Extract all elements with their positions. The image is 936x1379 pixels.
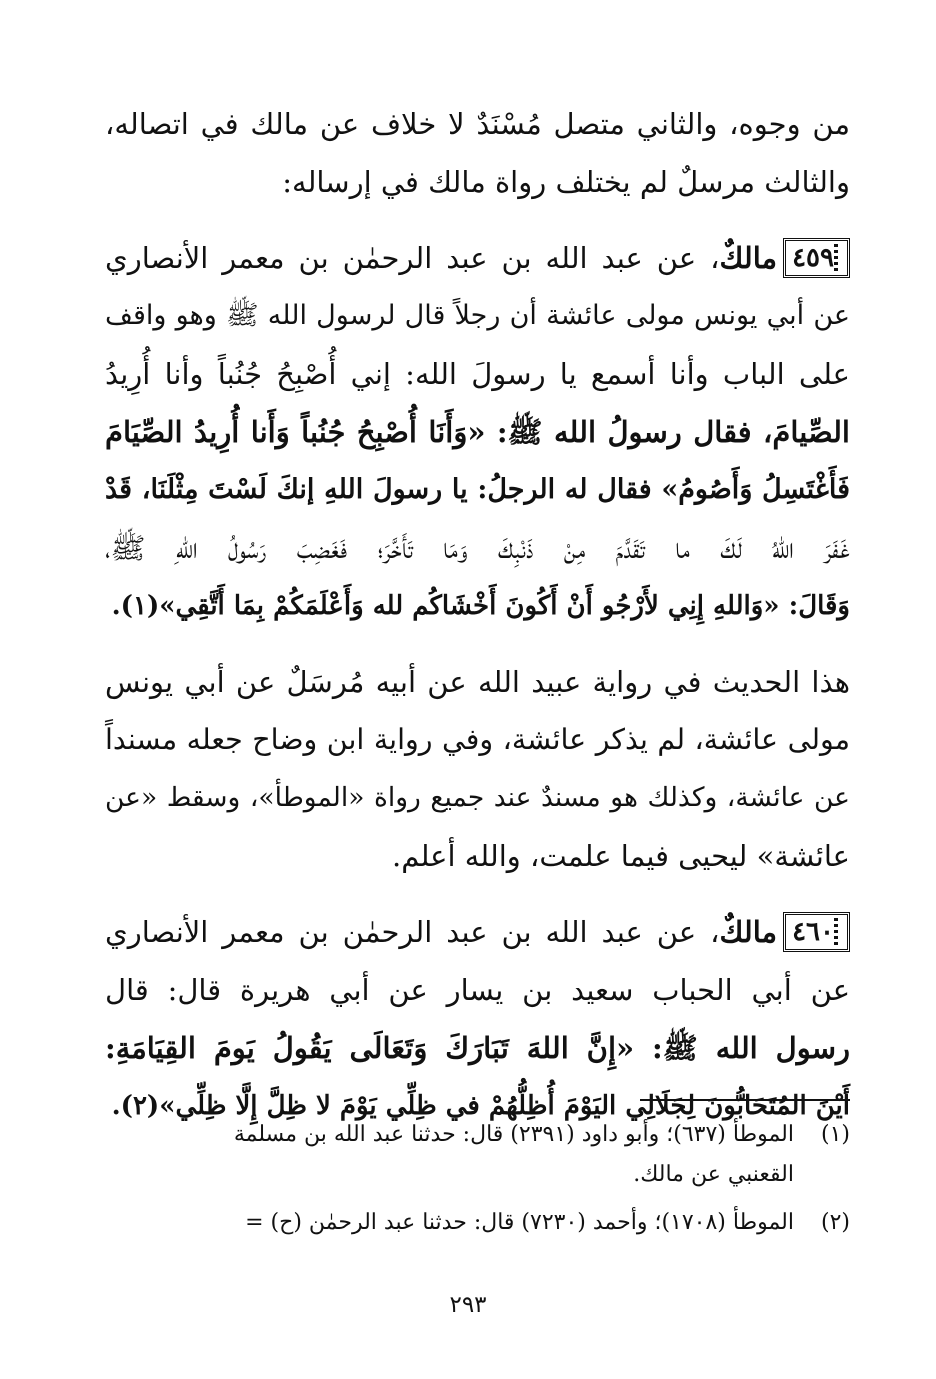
text-line: هذا الحديث في رواية عبيد الله عن أبيه مُرسَلٌ عن أبي يونس [105, 665, 850, 699]
text-line: أَيْنَ المُتَحَابُّونَ لِجَلَالِي اليَوْمَ أُظِلُّهُمْ في ظِلِّي يَوْمَ لا ظِلَّ إِلَّا ظِلِّي»(٢). [111, 1091, 850, 1121]
footnotes [85, 1115, 850, 1251]
text-line [105, 903, 850, 961]
text-line: من وجوه، والثاني متصل مُسْنَدٌ لا خلاف عن مالك في اتصاله، [105, 107, 850, 141]
text-line: والثالث مرسلٌ لم يختلف رواة مالك في إرساله: [282, 165, 850, 199]
text-line: غَفَرَ اللهُ لَكَ ما تَقَدَّمَ مِنْ ذَنْبِكَ وَمَا تَأَخَّرَ؛ فَغَضِبَ رَسُولُ اللهِ ﷺ، [105, 531, 850, 565]
text-line: الصِّيامَ، فقال رسولُ الله ﷺ: «وَأَنَا أُصْبِحُ جُنُباً وَأَنا أُرِيدُ الصِّيَامَ [105, 415, 850, 449]
footnote-2 [85, 1203, 850, 1243]
footnote-continuation: القعنبي عن مالك. [633, 1162, 794, 1187]
text-line-rest: ، عن عبد الله بن عبد الرحمٰن بن معمر الأنصاري [105, 915, 720, 949]
badge-ornament-icon [834, 244, 838, 274]
text-line: فَأَغْتَسِلُ وَأَصُومُ» فقال له الرجلُ: يا رسولَ اللهِ إنكَ لَسْتَ مِثْلَنَا، قَدْ [105, 474, 850, 505]
commentary-paragraph [105, 653, 850, 885]
text-line: على الباب وأنا أسمع يا رسولَ الله: إني أُصْبِحُ جُنُباً وأنا أُرِيدُ [105, 357, 850, 391]
text-line: رسول الله ﷺ: «إِنَّ اللهَ تَبَارَكَ وَتَعَالَى يَقُولُ يَومَ القِيَامَةِ: [105, 1031, 850, 1065]
text-line: عن أبي يونس مولى عائشة أن رجلاً قال لرسول الله ﷺ وهو واقف [105, 300, 850, 331]
text-line: عن عائشة، وكذلك هو مسندٌ عند جميع رواة «الموطأ»، وسقط «عن [105, 782, 850, 813]
text-line-rest: ، عن عبد الله بن عبد الرحمٰن بن معمر الأنصاري [105, 241, 720, 275]
footnote-marker: (٢) [820, 1210, 850, 1235]
narrator-name: مالكٌ [719, 241, 778, 275]
footnote-separator [640, 1099, 850, 1101]
hadith-459 [105, 229, 850, 635]
footnote-text: الموطأ (١٧٠٨)؛ وأحمد (٧٢٣٠) قال: حدثنا عبد الرحمٰن (ح) = [245, 1210, 794, 1235]
footnote-1 [85, 1115, 850, 1195]
hadith-number-badge: ٤٦٠ [783, 912, 850, 952]
footnote-text: الموطأ (٦٣٧)؛ وأبو داود (٢٣٩١) قال: حدثنا عبد الله بن مسلمة [233, 1122, 794, 1147]
text-line [105, 229, 850, 287]
text-line: مولى عائشة، لم يذكر عائشة، وفي رواية ابن وضاح جعله مسنداً [105, 723, 850, 756]
paragraph-intro [105, 95, 850, 211]
text-line: وَقَالَ: «وَاللهِ إِنِي لأَرْجُو أَنْ أَكُونَ أَخْشَاكُم لله وَأَعْلَمَكُمْ بِمَا أَتَّقِي»(١). [111, 591, 850, 621]
text-line: عن أبي الحباب سعيد بن يسار عن أبي هريرة قال: قال [105, 973, 850, 1007]
page-number: ٢٩٣ [449, 1292, 487, 1318]
hadith-number-badge: ٤٥٩ [783, 238, 850, 278]
footnote-marker: (١) [820, 1122, 850, 1147]
main-text [105, 95, 850, 1135]
narrator-name: مالكٌ [719, 915, 778, 949]
text-line: عائشة» ليحيى فيما علمت، والله أعلم. [392, 839, 850, 873]
badge-ornament-icon [834, 918, 838, 948]
